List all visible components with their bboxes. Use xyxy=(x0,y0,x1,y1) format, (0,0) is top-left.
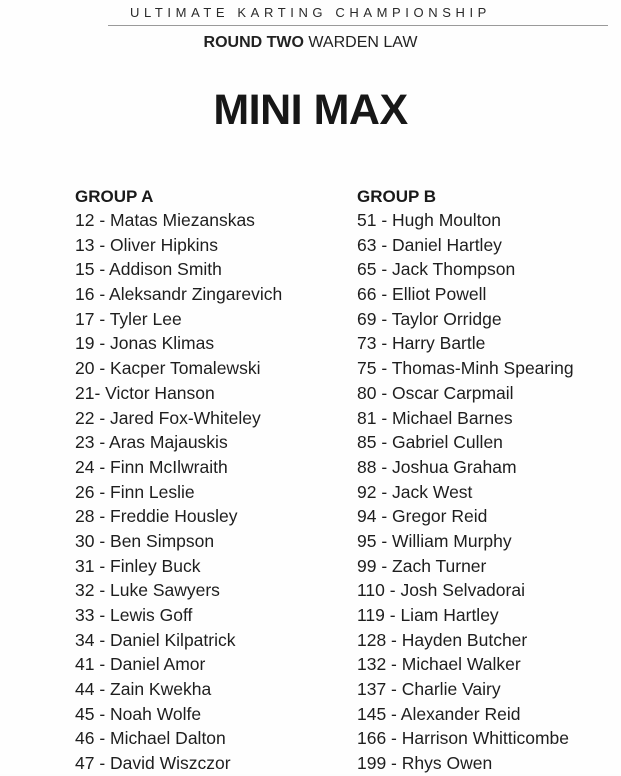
driver-entry: 20 - Kacper Tomalewski xyxy=(75,358,261,379)
driver-entry: 65 - Jack Thompson xyxy=(357,259,516,280)
driver-entry: 30 - Ben Simpson xyxy=(75,530,215,551)
driver-entry: 51 - Hugh Moulton xyxy=(357,210,501,230)
driver-entry: 66 - Elliot Powell xyxy=(357,284,487,305)
driver-entry: 23 - Aras Majauskis xyxy=(75,432,228,453)
driver-entry: 95 - William Murphy xyxy=(357,530,512,551)
group-a-heading: GROUP A xyxy=(75,187,154,206)
driver-entry: 31 - Finley Buck xyxy=(75,555,201,576)
driver-entry: 92 - Jack West xyxy=(357,481,473,502)
round-label: ROUND TWO xyxy=(203,34,304,51)
driver-entry: 110 - Josh Selvadorai xyxy=(357,580,525,601)
driver-entry: 44 - Zain Kwekha xyxy=(75,679,212,700)
championship-title: ULTIMATE KARTING CHAMPIONSHIP xyxy=(130,5,491,20)
driver-entry: 63 - Daniel Hartley xyxy=(357,234,502,255)
driver-entry: 80 - Oscar Carpmail xyxy=(357,382,514,403)
driver-entry: 22 - Jared Fox-Whiteley xyxy=(75,407,261,428)
group-a-column xyxy=(75,186,282,776)
driver-entry: 137 - Charlie Vairy xyxy=(357,679,501,700)
driver-entry: 32 - Luke Sawyers xyxy=(75,580,220,601)
driver-entry: 145 - Alexander Reid xyxy=(357,703,521,724)
driver-entry: 119 - Liam Hartley xyxy=(357,605,499,625)
group-a-driver-list xyxy=(75,208,282,776)
driver-entry: 166 - Harrison Whitticombe xyxy=(357,728,570,749)
driver-entry: 75 - Thomas-Minh Spearing xyxy=(357,358,574,379)
driver-entry: 94 - Gregor Reid xyxy=(357,506,488,527)
venue-label: WARDEN LAW xyxy=(303,34,418,51)
driver-entry: 199 - Rhys Owen xyxy=(357,753,493,774)
group-b-heading: GROUP B xyxy=(357,187,437,206)
driver-entry: 21- Victor Hanson xyxy=(75,382,215,403)
driver-entry: 19 - Jonas Klimas xyxy=(75,333,215,354)
group-b-driver-list xyxy=(357,208,574,776)
driver-entry: 34 - Daniel Kilpatrick xyxy=(75,629,236,650)
driver-entry: 73 - Harry Bartle xyxy=(357,333,486,354)
driver-entry: 17 - Tyler Lee xyxy=(75,308,182,329)
driver-entry: 99 - Zach Turner xyxy=(357,555,487,576)
driver-entry: 16 - Aleksandr Zingarevich xyxy=(75,284,283,305)
driver-entry: 85 - Gabriel Cullen xyxy=(357,432,503,453)
driver-entry: 24 - Finn McIlwraith xyxy=(75,456,228,477)
driver-entry: 15 - Addison Smith xyxy=(75,259,222,280)
driver-entry: 128 - Hayden Butcher xyxy=(357,629,528,650)
round-line xyxy=(0,34,621,52)
driver-entry: 41 - Daniel Amor xyxy=(75,654,206,675)
driver-entry: 12 - Matas Miezanskas xyxy=(75,210,255,230)
header-divider xyxy=(108,25,608,26)
group-b-column xyxy=(357,186,574,776)
driver-entry: 45 - Noah Wolfe xyxy=(75,703,202,724)
class-title: MINI MAX xyxy=(213,86,408,134)
driver-entry: 46 - Michael Dalton xyxy=(75,728,226,749)
driver-entry: 132 - Michael Walker xyxy=(357,654,521,675)
driver-entry: 47 - David Wiszczor xyxy=(75,753,231,774)
driver-entry: 28 - Freddie Housley xyxy=(75,506,238,527)
driver-entry: 81 - Michael Barnes xyxy=(357,407,513,428)
driver-entry: 69 - Taylor Orridge xyxy=(357,308,502,329)
driver-entry: 33 - Lewis Goff xyxy=(75,605,193,625)
driver-entry: 88 - Joshua Graham xyxy=(357,456,517,477)
driver-entry: 13 - Oliver Hipkins xyxy=(75,234,218,255)
driver-entry: 26 - Finn Leslie xyxy=(75,481,195,502)
